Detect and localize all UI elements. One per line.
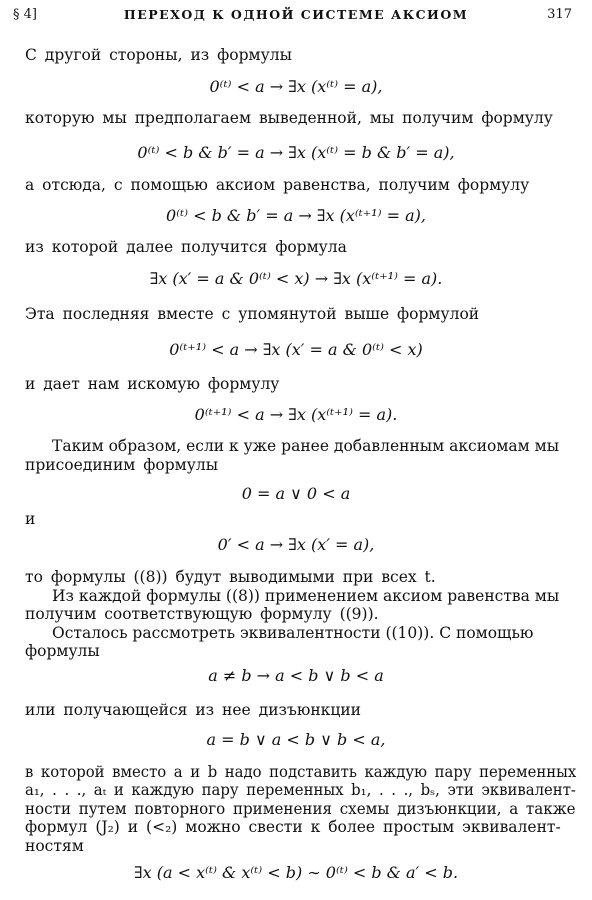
text-line: а отсюда, с помощью аксиом равенства, получим формулу xyxy=(25,176,530,194)
text-line: и xyxy=(25,510,36,528)
formula: 0⁽ᵗ⁾ < b & b′ = a → ∃x (x⁽ᵗ⁾ = b & b′ = a), xyxy=(137,143,455,162)
running-title: ПЕРЕХОД К ОДНОЙ СИСТЕМЕ АКСИОМ xyxy=(123,7,469,22)
text-line: или получающейся из нее дизъюнкции xyxy=(25,701,361,719)
formula: 0⁽ᵗ⁾ < a → ∃x (x⁽ᵗ⁾ = a), xyxy=(209,77,383,96)
text-line: из которой далее получится формула xyxy=(25,238,347,256)
text-line: Таким образом, если к уже ранее добавленным аксиомам мы xyxy=(52,437,560,455)
formula: a ≠ b → a < b ∨ b < a xyxy=(208,666,384,685)
text-line: получим соответствующую формулу ((9)). xyxy=(25,605,379,623)
text-line: формулы xyxy=(25,642,100,660)
formula: 0⁽ᵗ⁾ < b & b′ = a → ∃x (x⁽ᵗ⁺¹⁾ = a), xyxy=(166,206,426,225)
formula: 0⁽ᵗ⁺¹⁾ < a → ∃x (x⁽ᵗ⁺¹⁾ = a). xyxy=(194,405,398,424)
text-line: ностям xyxy=(25,837,84,855)
formula: ∃x (x′ = a & 0⁽ᵗ⁾ < x) → ∃x (x⁽ᵗ⁺¹⁾ = a). xyxy=(149,269,443,288)
text-line: Осталось рассмотреть эквивалентности ((10)). С помощью xyxy=(52,624,534,642)
text-line: a₁, . . ., aₜ и каждую пару переменных b₁, . . ., bₛ, эти эквивалент- xyxy=(25,781,576,799)
text-line: Эта последняя вместе с упомянутой выше формулой xyxy=(25,305,480,323)
formula: ∃x (a < x⁽ᵗ⁾ & x⁽ᵗ⁾ < b) ∼ 0⁽ᵗ⁾ < b & a′ < b. xyxy=(133,863,459,882)
text-line: С другой стороны, из формулы xyxy=(25,46,292,64)
running-header xyxy=(0,0,592,26)
text-line: в которой вместо a и b надо подставить каждую пару переменных xyxy=(25,763,577,781)
section-mark: § 4] xyxy=(13,7,37,22)
text-line: формул (J₂) и (<₂) можно свести к более простым эквивалент- xyxy=(25,818,561,836)
formula: 0⁽ᵗ⁺¹⁾ < a → ∃x (x′ = a & 0⁽ᵗ⁾ < x) xyxy=(169,340,423,359)
formula: 0′ < a → ∃x (x′ = a), xyxy=(217,535,375,554)
text-line: которую мы предполагаем выведенной, мы получим формулу xyxy=(25,109,553,127)
text-line: и дает нам искомую формулу xyxy=(25,375,280,393)
text-line: присоединим формулы xyxy=(25,456,219,474)
page-number: 317 xyxy=(547,7,572,22)
text-line: то формулы ((8)) будут выводимыми при всех t. xyxy=(25,568,436,586)
formula: 0 = a ∨ 0 < a xyxy=(241,484,351,503)
text-line: Из каждой формулы ((8)) применением аксиом равенства мы xyxy=(52,587,560,605)
formula: a = b ∨ a < b ∨ b < a, xyxy=(206,730,386,749)
text-line: ности путем повторного применения схемы дизъюнкции, а также xyxy=(25,800,576,818)
